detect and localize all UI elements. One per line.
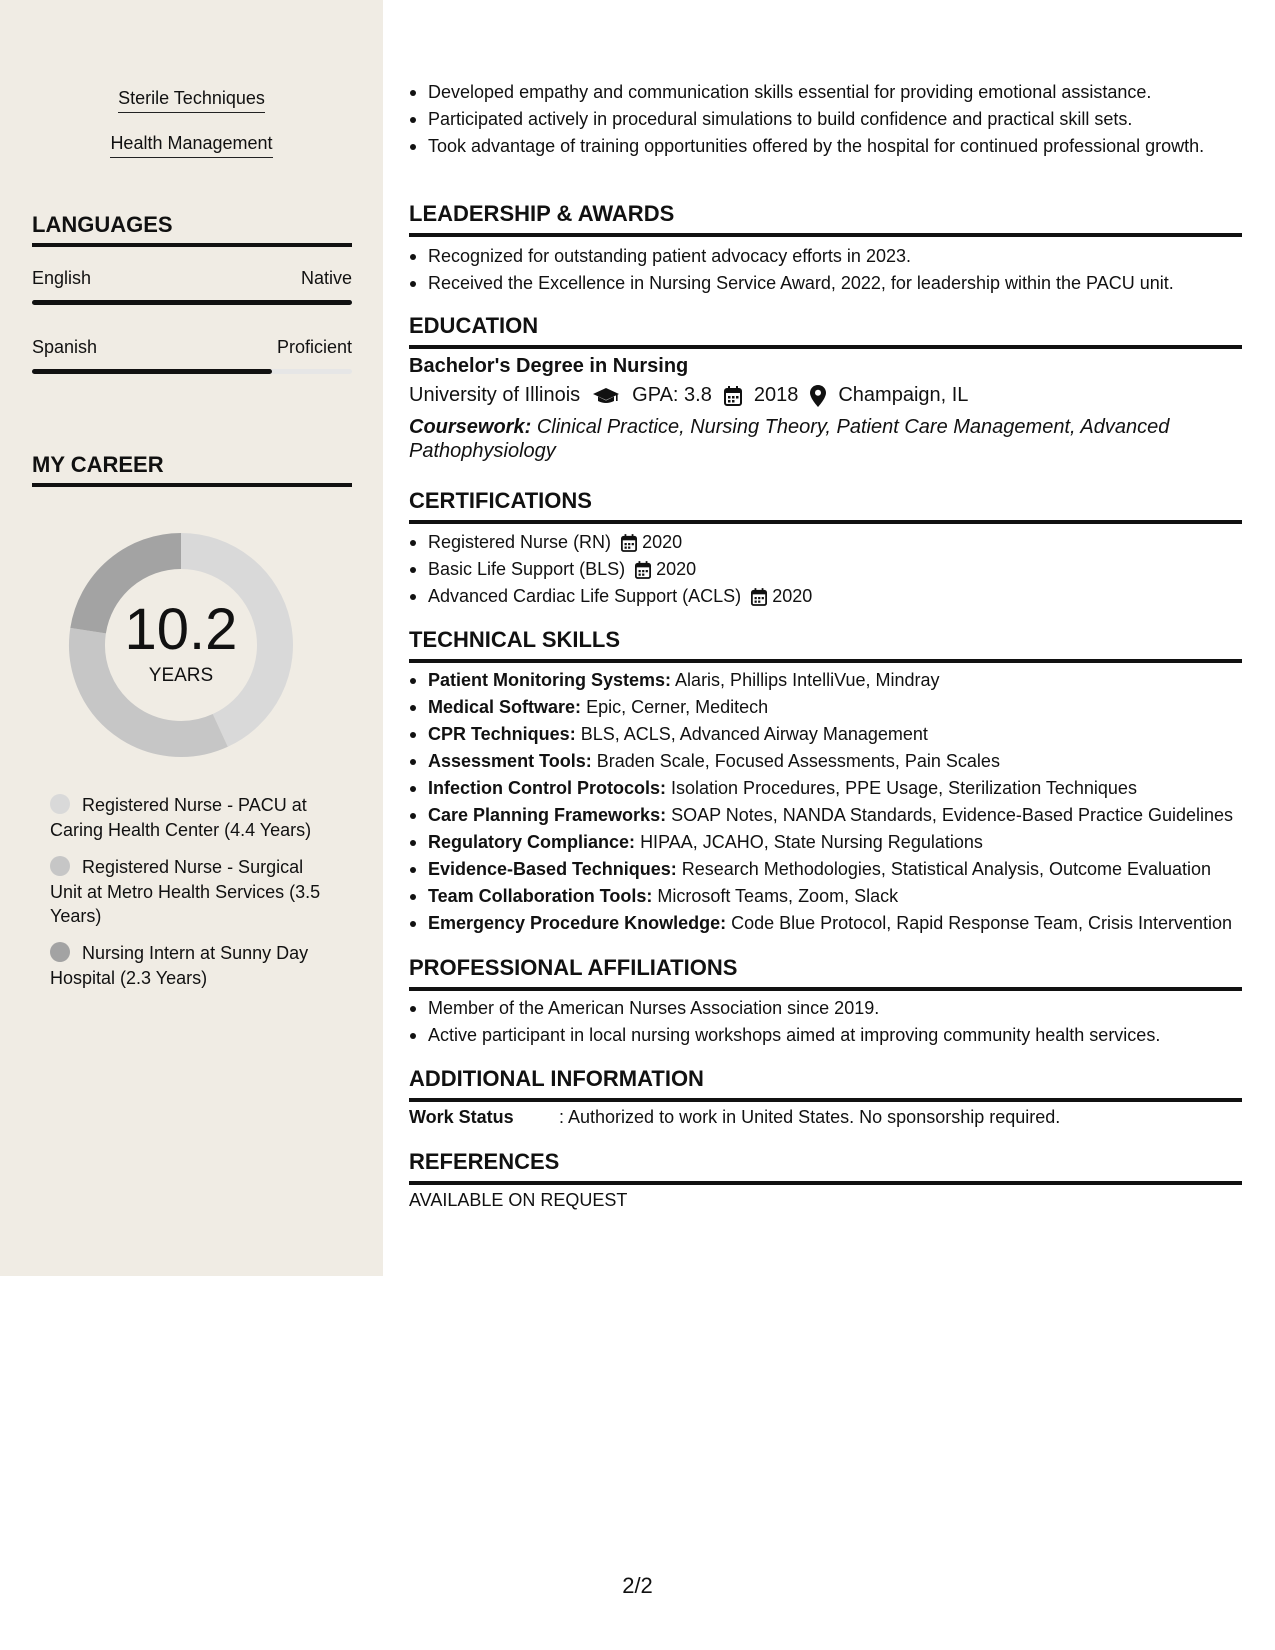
education-year: 2018: [753, 384, 799, 406]
skill-category: Assessment Tools:: [428, 751, 592, 771]
list-item: [409, 668, 1242, 692]
list-item: [409, 803, 1242, 827]
skill-tag-label: Sterile Techniques: [118, 88, 265, 113]
list-item: [409, 695, 1242, 719]
certification-year: 2020: [642, 532, 683, 552]
skill-values: SOAP Notes, NANDA Standards, Evidence-Based Practice Guidelines: [671, 805, 1234, 825]
skill-category: Infection Control Protocols:: [428, 778, 666, 798]
skill-category: Team Collaboration Tools:: [428, 886, 653, 906]
experience-bullets: [409, 80, 1242, 161]
list-item: Member of the American Nurses Association since 2019.: [409, 996, 1242, 1020]
list-item: [409, 884, 1242, 908]
legend-dot-icon: [50, 942, 70, 962]
leadership-heading: LEADERSHIP & AWARDS: [409, 201, 1242, 237]
career-heading: MY CAREER: [32, 452, 352, 487]
list-item: Recognized for outstanding patient advocacy efforts in 2023.: [409, 244, 1242, 268]
list-item: [409, 557, 1242, 581]
education-degree: Bachelor's Degree in Nursing: [409, 355, 689, 377]
certification-name: Advanced Cardiac Life Support (ACLS): [428, 586, 742, 606]
skill-values: Code Blue Protocol, Rapid Response Team, Crisis Intervention: [731, 913, 1233, 933]
language-level: Proficient: [276, 337, 352, 357]
technical-skills-list: [409, 668, 1242, 938]
education-gpa: GPA: 3.8: [632, 384, 712, 406]
list-item: Participated actively in procedural simulations to build confidence and practical skill sets.: [409, 107, 1242, 131]
skill-values: HIPAA, JCAHO, State Nursing Regulations: [640, 832, 983, 852]
skill-category: Patient Monitoring Systems:: [428, 670, 672, 690]
certifications-list: [409, 530, 1242, 611]
references-text: AVAILABLE ON REQUEST: [409, 1190, 628, 1210]
languages-heading: LANGUAGES: [32, 212, 352, 247]
list-item: [409, 530, 1242, 554]
language-name: English: [32, 268, 92, 288]
language-name: Spanish: [32, 337, 98, 357]
skill-category: Medical Software:: [428, 697, 582, 717]
education-location: Champaign, IL: [838, 384, 969, 406]
career-total-years: 10.2: [124, 597, 238, 662]
list-item: [409, 584, 1242, 608]
skill-tag: [0, 133, 383, 158]
language-level: Native: [300, 268, 352, 288]
calendar-icon: [724, 386, 742, 406]
skill-values: Isolation Procedures, PPE Usage, Sterilization Techniques: [671, 778, 1137, 798]
skill-values: Alaris, Phillips IntelliVue, Mindray: [675, 670, 940, 690]
graduation-cap-icon: [592, 386, 620, 406]
skill-tag: [0, 88, 383, 113]
list-item: [409, 857, 1242, 881]
legend-dot-icon: [50, 794, 70, 814]
calendar-icon: [621, 534, 637, 552]
list-item: [409, 722, 1242, 746]
skill-category: Emergency Procedure Knowledge:: [428, 913, 727, 933]
work-status-value: : Authorized to work in United States. No sponsorship required.: [559, 1107, 1061, 1127]
affiliations-heading: PROFESSIONAL AFFILIATIONS: [409, 955, 1242, 991]
technical-skills-heading: TECHNICAL SKILLS: [409, 627, 1242, 663]
coursework-label: Coursework:: [409, 416, 532, 438]
skill-values: Epic, Cerner, Meditech: [586, 697, 769, 717]
skill-values: Research Methodologies, Statistical Analysis, Outcome Evaluation: [681, 859, 1212, 879]
skill-values: Braden Scale, Focused Assessments, Pain Scales: [596, 751, 1000, 771]
list-item: [409, 911, 1242, 935]
coursework-list: Clinical Practice, Nursing Theory, Patient Care Management, Advanced Pathophysiology: [409, 416, 1170, 462]
skill-values: BLS, ACLS, Advanced Airway Management: [580, 724, 928, 744]
references-heading: REFERENCES: [409, 1149, 1242, 1185]
skill-category: Evidence-Based Techniques:: [428, 859, 677, 879]
list-item: Developed empathy and communication skills essential for providing emotional assistance.: [409, 80, 1242, 104]
work-status-label: Work Status: [409, 1107, 514, 1127]
language-proficiency-bar: [32, 369, 352, 374]
list-item: [409, 830, 1242, 854]
language-proficiency-fill: [32, 369, 272, 374]
career-legend-item: [50, 855, 335, 929]
certification-name: Basic Life Support (BLS): [428, 559, 626, 579]
career-legend-label: Registered Nurse - PACU at Caring Health Center (4.4 Years): [50, 795, 312, 840]
skill-values: Microsoft Teams, Zoom, Slack: [657, 886, 899, 906]
education-school: University of Illinois: [409, 384, 581, 406]
list-item: Active participant in local nursing workshops aimed at improving community health services.: [409, 1023, 1242, 1047]
affiliations-list: [409, 996, 1242, 1050]
list-item: Took advantage of training opportunities offered by the hospital for continued professional growth.: [409, 134, 1242, 158]
skill-category: CPR Techniques:: [428, 724, 576, 744]
location-pin-icon: [810, 385, 826, 407]
skill-category: Care Planning Frameworks:: [428, 805, 667, 825]
legend-dot-icon: [50, 856, 70, 876]
career-legend-label: Registered Nurse - Surgical Unit at Metro Health Services (3.5 Years): [50, 857, 321, 926]
career-total-unit: YEARS: [148, 665, 214, 686]
certification-name: Registered Nurse (RN): [428, 532, 612, 552]
page-number: 2/2: [622, 1573, 653, 1598]
education-heading: EDUCATION: [409, 313, 1242, 349]
skill-tag-label: Health Management: [110, 133, 272, 158]
list-item: Received the Excellence in Nursing Service Award, 2022, for leadership within the PACU unit.: [409, 271, 1242, 295]
language-proficiency-fill: [32, 300, 352, 305]
certifications-heading: CERTIFICATIONS: [409, 488, 1242, 524]
list-item: [409, 749, 1242, 773]
calendar-icon: [635, 561, 651, 579]
calendar-icon: [751, 588, 767, 606]
education-meta: [409, 384, 968, 407]
list-item: [409, 776, 1242, 800]
certification-year: 2020: [656, 559, 697, 579]
language-proficiency-bar: [32, 300, 352, 305]
certification-year: 2020: [772, 586, 813, 606]
leadership-list: [409, 244, 1242, 298]
skill-category: Regulatory Compliance:: [428, 832, 636, 852]
career-legend-item: [50, 941, 335, 990]
additional-info-heading: ADDITIONAL INFORMATION: [409, 1066, 1242, 1102]
career-legend-label: Nursing Intern at Sunny Day Hospital (2.3 Years): [50, 943, 309, 988]
education-coursework: [409, 415, 1229, 463]
career-legend-item: [50, 793, 335, 842]
